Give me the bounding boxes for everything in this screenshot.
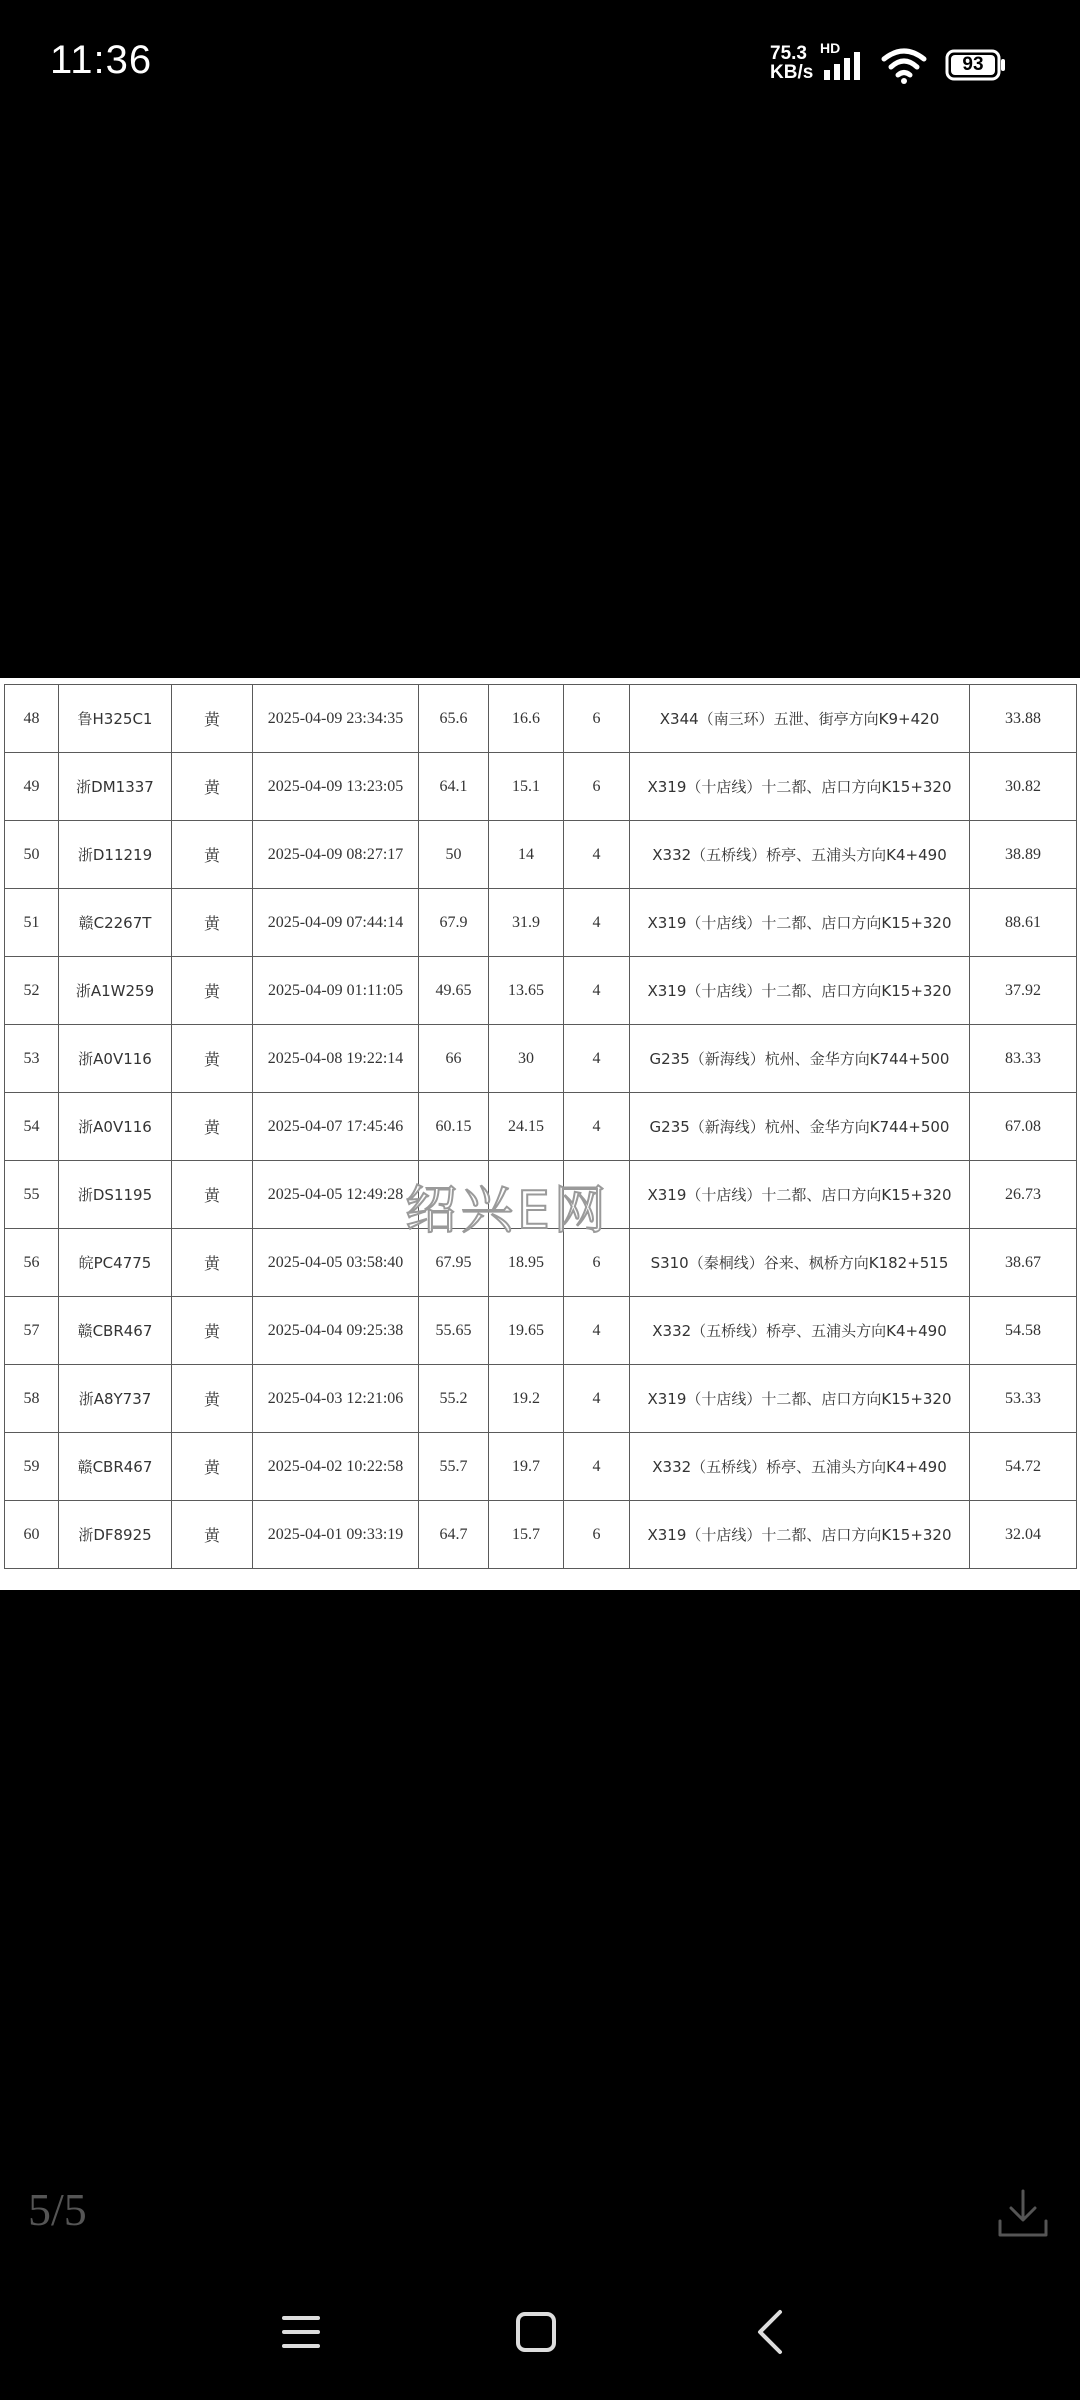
plate-number-cell: 赣CBR467: [59, 1297, 172, 1365]
location-cell: G235（新海线）杭州、金华方向K744+500: [630, 1093, 970, 1161]
overload-rate-cell: 54.72: [970, 1433, 1077, 1501]
axle-count-cell: 6: [564, 685, 630, 753]
axle-count-cell: 4: [564, 1025, 630, 1093]
plate-color-cell: 黄: [172, 1025, 253, 1093]
table-row: [5, 1501, 1077, 1569]
axle-count-cell: 6: [564, 1229, 630, 1297]
plate-color-cell: 黄: [172, 821, 253, 889]
location-cell: X319（十店线）十二都、店口方向K15+320: [630, 1501, 970, 1569]
row-number-cell: 49: [5, 753, 59, 821]
plate-color-cell: 黄: [172, 1297, 253, 1365]
overload-amount-cell: 14: [489, 821, 564, 889]
axle-count-cell: 4: [564, 1433, 630, 1501]
watermark: 绍兴E网: [405, 1181, 610, 1241]
overload-rate-cell: 53.33: [970, 1365, 1077, 1433]
plate-number-cell: 浙A8Y737: [59, 1365, 172, 1433]
axle-count-cell: 4: [564, 889, 630, 957]
gross-weight-cell: 66: [419, 1025, 489, 1093]
gross-weight-cell: 64.1: [419, 753, 489, 821]
overload-amount-cell: 19.7: [489, 1433, 564, 1501]
detection-time-cell: 2025-04-07 17:45:46: [253, 1093, 419, 1161]
plate-number-cell: 浙A1W259: [59, 957, 172, 1025]
detection-time-cell: 2025-04-09 13:23:05: [253, 753, 419, 821]
row-number-cell: 50: [5, 821, 59, 889]
location-cell: X319（十店线）十二都、店口方向K15+320: [630, 889, 970, 957]
detection-time-cell: 2025-04-09 08:27:17: [253, 821, 419, 889]
row-number-cell: 53: [5, 1025, 59, 1093]
overload-rate-cell: 83.33: [970, 1025, 1077, 1093]
plate-color-cell: 黄: [172, 1501, 253, 1569]
plate-number-cell: 浙DM1337: [59, 753, 172, 821]
detection-time-cell: 2025-04-01 09:33:19: [253, 1501, 419, 1569]
overload-rate-cell: 54.58: [970, 1297, 1077, 1365]
axle-count-cell: [564, 1161, 630, 1229]
row-number-cell: 55: [5, 1161, 59, 1229]
detection-time-cell: 2025-04-03 12:21:06: [253, 1365, 419, 1433]
battery-icon: [945, 49, 1007, 81]
overload-rate-cell: 38.67: [970, 1229, 1077, 1297]
plate-number-cell: 鲁H325C1: [59, 685, 172, 753]
gross-weight-cell: 55.2: [419, 1365, 489, 1433]
axle-count-cell: 4: [564, 1093, 630, 1161]
axle-count-cell: 4: [564, 1365, 630, 1433]
hd-label: HD: [820, 40, 841, 56]
plate-color-cell: 黄: [172, 1093, 253, 1161]
detection-time-cell: 2025-04-05 03:58:40: [253, 1229, 419, 1297]
overload-rate-cell: 88.61: [970, 889, 1077, 957]
gross-weight-cell: 50: [419, 821, 489, 889]
gross-weight-cell: 65.6: [419, 685, 489, 753]
row-number-cell: 52: [5, 957, 59, 1025]
row-number-cell: 51: [5, 889, 59, 957]
axle-count-cell: 4: [564, 821, 630, 889]
axle-count-cell: 4: [564, 1297, 630, 1365]
row-number-cell: 54: [5, 1093, 59, 1161]
location-cell: X319（十店线）十二都、店口方向K15+320: [630, 1161, 970, 1229]
overload-rate-cell: 26.73: [970, 1161, 1077, 1229]
gross-weight-cell: 64.7: [419, 1501, 489, 1569]
overload-amount-cell: 18.95: [489, 1229, 564, 1297]
battery-level: 93: [962, 54, 984, 75]
overload-amount-cell: 31.9: [489, 889, 564, 957]
detection-time-cell: 2025-04-09 01:11:05: [253, 957, 419, 1025]
overload-rate-cell: 37.92: [970, 957, 1077, 1025]
overload-amount-cell: 16.6: [489, 685, 564, 753]
network-speed-value: 75.3: [770, 43, 807, 64]
overload-rate-cell: 38.89: [970, 821, 1077, 889]
plate-number-cell: 赣C2267T: [59, 889, 172, 957]
home-icon[interactable]: [514, 2310, 558, 2354]
location-cell: X344（南三环）五泄、街亭方向K9+420: [630, 685, 970, 753]
table-row: [5, 957, 1077, 1025]
plate-number-cell: 浙DF8925: [59, 1501, 172, 1569]
axle-count-cell: 6: [564, 753, 630, 821]
overload-amount-cell: 15.1: [489, 753, 564, 821]
table-row: [5, 889, 1077, 957]
plate-number-cell: 赣CBR467: [59, 1433, 172, 1501]
plate-color-cell: 黄: [172, 1365, 253, 1433]
axle-count-cell: 6: [564, 1501, 630, 1569]
page-indicator: 5/5: [28, 2184, 87, 2235]
row-number-cell: 56: [5, 1229, 59, 1297]
gross-weight-cell: 67.95: [419, 1229, 489, 1297]
location-cell: X319（十店线）十二都、店口方向K15+320: [630, 1365, 970, 1433]
download-icon[interactable]: [995, 2185, 1051, 2241]
detection-time-cell: 2025-04-04 09:25:38: [253, 1297, 419, 1365]
table-row: [5, 1297, 1077, 1365]
plate-number-cell: 皖PC4775: [59, 1229, 172, 1297]
gross-weight-cell: 55.65: [419, 1297, 489, 1365]
plate-number-cell: 浙DS1195: [59, 1161, 172, 1229]
table-row: [5, 1365, 1077, 1433]
overload-rate-cell: 30.82: [970, 753, 1077, 821]
plate-color-cell: 黄: [172, 685, 253, 753]
location-cell: X332（五桥线）桥亭、五浦头方向K4+490: [630, 821, 970, 889]
plate-color-cell: 黄: [172, 889, 253, 957]
row-number-cell: 57: [5, 1297, 59, 1365]
plate-number-cell: 浙D11219: [59, 821, 172, 889]
plate-color-cell: 黄: [172, 1229, 253, 1297]
gross-weight-cell: [419, 1161, 489, 1229]
gross-weight-cell: 55.7: [419, 1433, 489, 1501]
plate-number-cell: 浙A0V116: [59, 1025, 172, 1093]
plate-color-cell: 黄: [172, 753, 253, 821]
overload-amount-cell: 15.7: [489, 1501, 564, 1569]
overload-records-table: [4, 684, 1077, 1569]
gross-weight-cell: 49.65: [419, 957, 489, 1025]
location-cell: X319（十店线）十二都、店口方向K15+320: [630, 957, 970, 1025]
back-icon[interactable]: [752, 2308, 786, 2356]
table-row: [5, 821, 1077, 889]
network-speed: [770, 44, 813, 82]
detection-time-cell: 2025-04-08 19:22:14: [253, 1025, 419, 1093]
plate-color-cell: 黄: [172, 1161, 253, 1229]
overload-amount-cell: 30: [489, 1025, 564, 1093]
table-row: [5, 1161, 1077, 1229]
gross-weight-cell: 60.15: [419, 1093, 489, 1161]
plate-color-cell: 黄: [172, 1433, 253, 1501]
location-cell: G235（新海线）杭州、金华方向K744+500: [630, 1025, 970, 1093]
row-number-cell: 59: [5, 1433, 59, 1501]
status-time: 11:36: [50, 38, 153, 82]
overload-rate-cell: 67.08: [970, 1093, 1077, 1161]
detection-time-cell: 2025-04-02 10:22:58: [253, 1433, 419, 1501]
row-number-cell: 48: [5, 685, 59, 753]
network-speed-unit: KB/s: [770, 62, 814, 83]
table-row: [5, 1229, 1077, 1297]
location-cell: X332（五桥线）桥亭、五浦头方向K4+490: [630, 1433, 970, 1501]
table-row: [5, 685, 1077, 753]
detection-time-cell: 2025-04-05 12:49:28: [253, 1161, 419, 1229]
detection-time-cell: 2025-04-09 23:34:35: [253, 685, 419, 753]
location-cell: S310（秦桐线）谷来、枫桥方向K182+515: [630, 1229, 970, 1297]
plate-number-cell: 浙A0V116: [59, 1093, 172, 1161]
detection-time-cell: 2025-04-09 07:44:14: [253, 889, 419, 957]
gross-weight-cell: 67.9: [419, 889, 489, 957]
row-number-cell: 58: [5, 1365, 59, 1433]
axle-count-cell: 4: [564, 957, 630, 1025]
table-row: [5, 1093, 1077, 1161]
overload-rate-cell: 32.04: [970, 1501, 1077, 1569]
signal-icon: [820, 48, 872, 82]
menu-icon[interactable]: [280, 2312, 322, 2352]
overload-amount-cell: [489, 1161, 564, 1229]
overload-amount-cell: 19.65: [489, 1297, 564, 1365]
wifi-icon: [880, 45, 928, 85]
table-row: [5, 1433, 1077, 1501]
overload-amount-cell: 24.15: [489, 1093, 564, 1161]
table-row: [5, 753, 1077, 821]
document-page[interactable]: [0, 678, 1080, 1590]
overload-amount-cell: 13.65: [489, 957, 564, 1025]
table-row: [5, 1025, 1077, 1093]
location-cell: X319（十店线）十二都、店口方向K15+320: [630, 753, 970, 821]
overload-amount-cell: 19.2: [489, 1365, 564, 1433]
location-cell: X332（五桥线）桥亭、五浦头方向K4+490: [630, 1297, 970, 1365]
overload-rate-cell: 33.88: [970, 685, 1077, 753]
row-number-cell: 60: [5, 1501, 59, 1569]
plate-color-cell: 黄: [172, 957, 253, 1025]
status-bar: [0, 0, 1080, 130]
